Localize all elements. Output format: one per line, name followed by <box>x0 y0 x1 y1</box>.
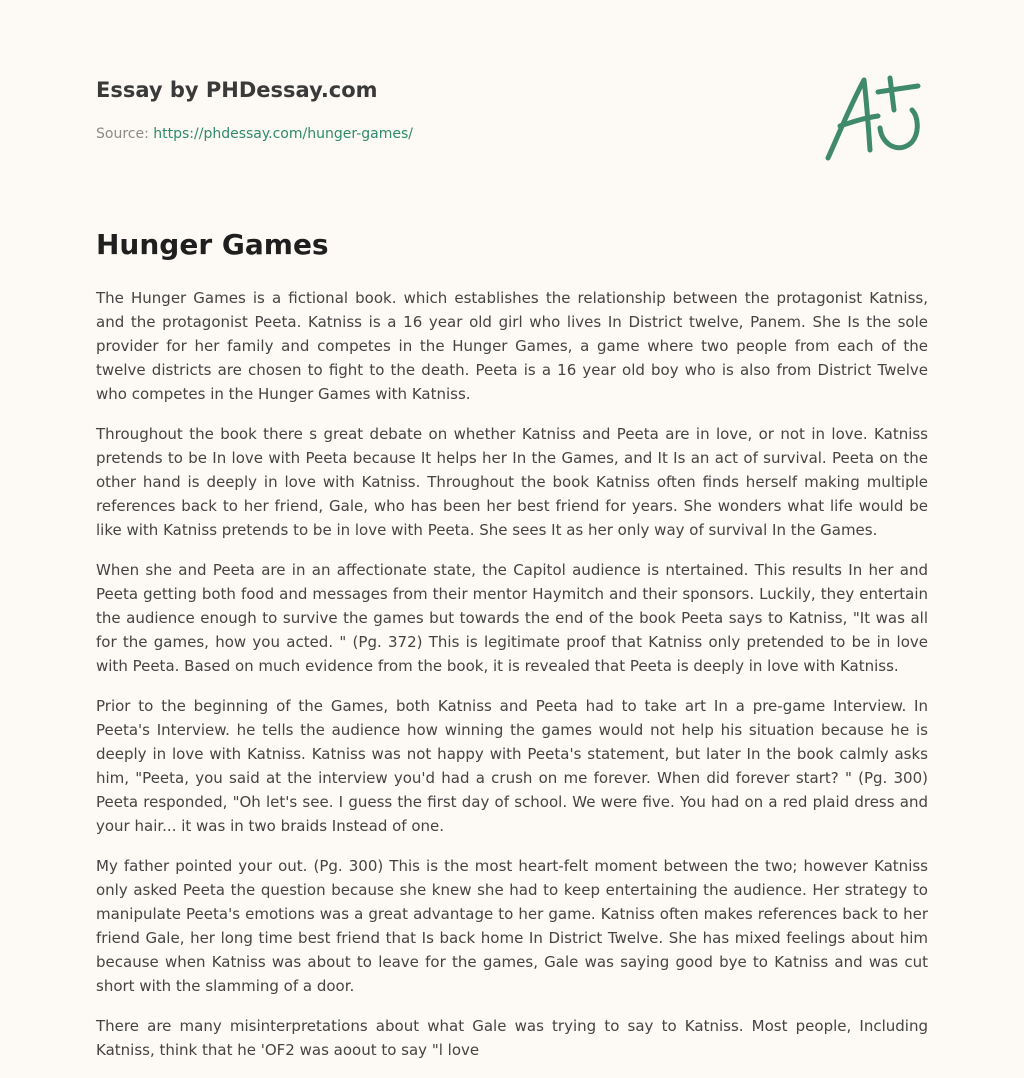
paragraph-1: The Hunger Games is a fictional book. which establishes the relationship between the protagonist Katniss, and the protagonist Peeta. Katniss is a 16 year old girl who lives In District twelve, Panem. She Is the sole provider for her family and competes in the Hunger Games, a game where two people from each of the twelve districts are chosen to fight to the death. Peeta is a 16 year old boy who is also from District Twelve who competes in the Hunger Games with Katniss. <box>96 289 928 403</box>
source-line <box>96 124 696 144</box>
essay-header <box>96 76 696 144</box>
paragraph-5: My father pointed your out. (Pg. 300) This is the most heart-felt moment between the two; however Katniss only asked Peeta the question because she knew she had to keep entertaining the audience. Her strategy to manipulate Peeta's emotions was a great advantage to her game. Katniss often makes references back to her friend Gale, her long time best friend that Is back home In District Twelve. She has mixed feelings about him because when Katniss was about to leave for the games, Gale was saying good bye to Katniss and was cut short with the slamming of a door. <box>96 857 928 995</box>
paragraph-6: There are many misinterpretations about what Gale was trying to say to Katniss. Most people, Including Katniss, think that he 'OF2 was aoout to say "l love <box>96 1017 928 1059</box>
source-label: Source: <box>96 126 149 142</box>
a-plus-logo-icon <box>820 66 930 166</box>
paragraph-3: When she and Peeta are in an affectionate state, the Capitol audience is ntertained. This results In her and Peeta getting both food and messages from their mentor Haymitch and their sponsors. Luckily, they entertain the audience enough to survive the games but towards the end of the book Peeta says to Katniss, "It was all for the games, how you acted. " (Pg. 372) This is legitimate proof that Katniss only pretended to be in love with Peeta. Based on much evidence from the book, it is revealed that Peeta is deeply in love with Katniss. <box>96 561 928 675</box>
paragraph-2: Throughout the book there s great debate on whether Katniss and Peeta are in love, or not in love. Katniss pretends to be In love with Peeta because It helps her In the Games, and It Is an act of survival. Peeta on the other hand is deeply in love with Katniss. Throughout the book Katniss often finds herself making multiple references back to her friend, Gale, who has been her best friend for years. She wonders what life would be like with Katniss pretends to be in love with Peeta. She sees It as her only way of survival In the Games. <box>96 425 928 539</box>
source-link[interactable]: https://phdessay.com/hunger-games/ <box>153 126 413 142</box>
brand-title: Essay by PHDessay.com <box>96 78 378 102</box>
paragraph-4: Prior to the beginning of the Games, both Katniss and Peeta had to take art In a pre-game Interview. In Peeta's Interview. he tells the audience how winning the games would not help his situation because he is deeply in love with Katniss. Katniss was not happy with Peeta's statement, but later In the book calmly asks him, "Peeta, you said at the interview you'd had a crush on me forever. When did forever start? " (Pg. 300) Peeta responded, "Oh let's see. I guess the first day of school. We were five. You had on a red plaid dress and your hair... it was in two braids Instead of one. <box>96 697 928 835</box>
article-title: Hunger Games <box>96 228 329 261</box>
article-body <box>96 286 928 1078</box>
